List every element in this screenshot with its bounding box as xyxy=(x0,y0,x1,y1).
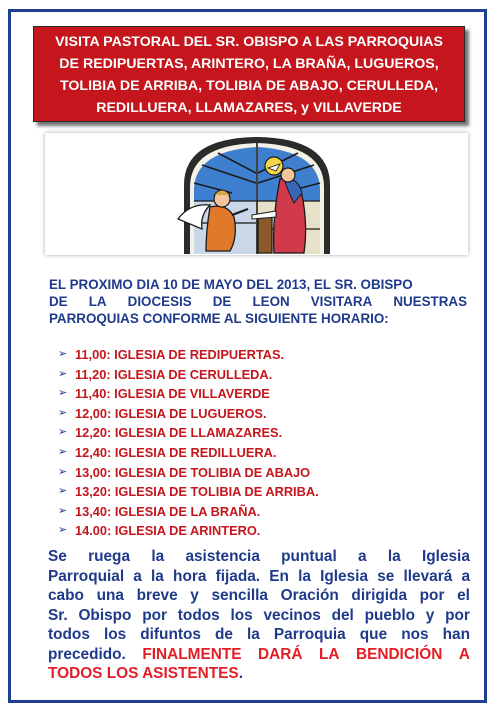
closing-word: vecinos xyxy=(263,606,321,624)
closing-word: sencilla xyxy=(211,587,268,604)
closing-word: la xyxy=(151,548,165,565)
intro-line-3: PARROQUIAS CONFORME AL SIGUIENTE HORARIO: xyxy=(49,311,389,326)
arrowhead-bullet-icon: ➢ xyxy=(58,524,68,537)
intro-word: NUESTRAS xyxy=(393,294,467,309)
closing-line-5 xyxy=(48,625,470,645)
closing-word: que xyxy=(359,626,388,643)
closing-word: por xyxy=(445,606,470,624)
closing-word: Iglesia xyxy=(320,567,369,585)
closing-word: asistencia xyxy=(185,548,260,565)
schedule-item xyxy=(58,404,319,424)
schedule-item-text: 14.00: IGLESIA DE ARINTERO. xyxy=(75,523,261,539)
intro-paragraph xyxy=(49,276,467,327)
closing-line-1 xyxy=(48,547,470,567)
closing-word: una xyxy=(96,587,124,604)
closing-word: y xyxy=(190,587,199,604)
closing-word: Iglesia xyxy=(421,548,470,565)
closing-word: de xyxy=(214,626,233,643)
emphasis-word: LA xyxy=(318,645,340,663)
intro-line-2 xyxy=(49,293,467,310)
schedule-item-text: 11,40: IGLESIA DE VILLAVERDE xyxy=(75,386,270,402)
title-line-3: TOLIBIA DE ARRIBA, TOLIBIA DE ABAJO, CERULLEDA, xyxy=(59,78,439,94)
closing-word: a xyxy=(133,567,142,585)
closing-word: Oración xyxy=(280,587,339,604)
schedule-item xyxy=(58,423,319,443)
schedule-item-text: 11,00: IGLESIA DE REDIPUERTAS. xyxy=(75,347,285,362)
schedule-item-text: 13,20: IGLESIA DE TOLIBIA DE ARRIBA. xyxy=(75,484,319,500)
closing-line-3 xyxy=(48,586,470,606)
title-line-2: DE REDIPUERTAS, ARINTERO, LA BRAÑA, LUGUEROS, xyxy=(59,56,439,72)
closing-period: . xyxy=(238,665,243,682)
closing-word: breve xyxy=(136,587,178,604)
intro-word: DE xyxy=(212,294,232,309)
closing-word: Parroquia xyxy=(273,626,346,643)
closing-word: a xyxy=(461,567,470,585)
closing-word: la xyxy=(151,567,164,585)
closing-word: a xyxy=(358,548,367,565)
intro-word: VISITARA xyxy=(310,294,373,309)
closing-word: cabo xyxy=(48,587,84,604)
closing-word: difuntos xyxy=(140,626,201,643)
arrowhead-bullet-icon: ➢ xyxy=(58,348,68,360)
closing-word: nos xyxy=(401,626,429,643)
page-title-banner xyxy=(33,26,465,122)
schedule-item xyxy=(58,345,319,365)
closing-line-2 xyxy=(48,567,470,587)
schedule-item xyxy=(58,482,319,502)
stained-glass-illustration xyxy=(45,133,468,255)
closing-word: los xyxy=(230,606,253,624)
closing-word: la xyxy=(247,626,260,643)
schedule-item xyxy=(58,443,319,463)
closing-word: por xyxy=(142,606,168,624)
closing-word: dirigida xyxy=(351,587,408,604)
intro-word: LA xyxy=(88,294,107,309)
closing-word: Sr. xyxy=(48,606,68,624)
closing-word: el xyxy=(457,587,470,604)
closing-word: todos xyxy=(177,606,220,624)
closing-word: del xyxy=(331,606,354,624)
schedule-item-text: 12,00: IGLESIA DE LUGUEROS. xyxy=(75,405,267,421)
closing-word: han xyxy=(442,626,470,643)
schedule-item xyxy=(58,502,319,522)
closing-word: hora xyxy=(173,567,207,585)
arrowhead-bullet-icon: ➢ xyxy=(58,367,68,380)
arrowhead-bullet-icon: ➢ xyxy=(58,504,68,517)
intro-line-1: EL PROXIMO DIA 10 DE MAYO DEL 2013, EL SR. OBISPO xyxy=(49,277,413,292)
closing-word: pueblo xyxy=(364,606,416,624)
emphasis-word: A xyxy=(458,645,470,663)
closing-line-7 xyxy=(48,664,470,684)
schedule-item-text: 11,20: IGLESIA DE CERULLEDA. xyxy=(75,366,273,382)
closing-word: Parroquial xyxy=(48,567,125,585)
closing-word: puntual xyxy=(281,548,337,565)
closing-word: la xyxy=(298,567,311,585)
arrowhead-bullet-icon: ➢ xyxy=(58,465,68,478)
arrowhead-bullet-icon: ➢ xyxy=(58,406,68,419)
closing-word: Se xyxy=(48,548,67,565)
emphasis-word: BENDICIÓN xyxy=(355,645,443,663)
closing-word: precedido. xyxy=(48,645,126,663)
schedule-item xyxy=(58,365,319,385)
closing-word: todos xyxy=(48,626,90,643)
schedule-item-text: 12,20: IGLESIA DE LLAMAZARES. xyxy=(75,425,283,441)
closing-word: fijada. xyxy=(215,567,261,585)
stained-glass-window-image xyxy=(172,133,342,255)
schedule-list xyxy=(58,345,319,541)
arrowhead-bullet-icon: ➢ xyxy=(58,426,68,439)
closing-word: la xyxy=(387,548,401,565)
closing-word: llevará xyxy=(403,567,453,585)
closing-word: los xyxy=(103,626,127,643)
arrowhead-bullet-icon: ➢ xyxy=(58,445,68,458)
emphasis-word: DARÁ xyxy=(257,645,303,663)
emphasis-text: TODOS LOS ASISTENTES xyxy=(48,665,239,682)
schedule-item xyxy=(58,384,319,404)
title-line-1: VISITA PASTORAL DEL SR. OBISPO A LAS PARROQUIAS xyxy=(55,34,443,50)
closing-line-4 xyxy=(48,606,470,626)
closing-line-6 xyxy=(48,645,470,665)
schedule-item xyxy=(58,463,319,483)
intro-word: LEON xyxy=(252,294,290,309)
closing-word: Obispo xyxy=(78,606,132,624)
schedule-item-text: 12,40: IGLESIA DE REDILLUERA. xyxy=(75,444,277,460)
closing-word: En xyxy=(269,567,289,585)
closing-word: por xyxy=(419,587,445,604)
closing-word: y xyxy=(425,606,435,624)
arrowhead-bullet-icon: ➢ xyxy=(58,387,68,400)
schedule-item xyxy=(58,521,319,541)
closing-word: ruega xyxy=(88,548,131,565)
schedule-item-text: 13,00: IGLESIA DE TOLIBIA DE ABAJO xyxy=(75,464,311,480)
intro-word: DE xyxy=(49,294,68,309)
arrowhead-bullet-icon: ➢ xyxy=(58,485,68,498)
closing-paragraph xyxy=(48,547,470,684)
closing-word: se xyxy=(377,567,395,585)
intro-word: DIOCESIS xyxy=(127,294,192,309)
emphasis-word: FINALMENTE xyxy=(142,645,242,663)
schedule-item-text: 13,40: IGLESIA DE LA BRAÑA. xyxy=(75,503,261,519)
title-line-4: REDILLUERA, LLAMAZARES, y VILLAVERDE xyxy=(96,100,402,116)
